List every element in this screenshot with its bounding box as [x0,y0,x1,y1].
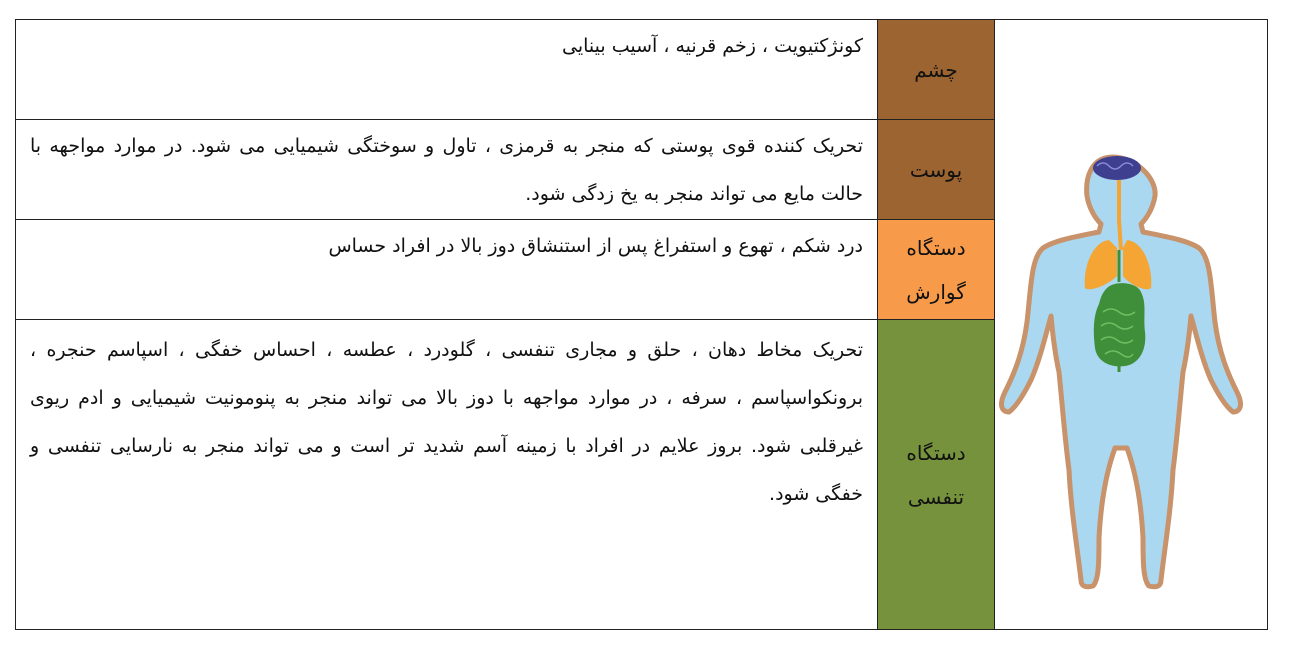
respiratory-description: تحریک مخاط دهان ، حلق و مجاری تنفسی ، گلودرد ، عطسه ، احساس خفگی ، اسپاسم حنجره ، برونکواسپاسم ، سرفه ، در موارد مواجهه با دوز بالا می تواند منجر به پنومونیت شیمیایی و ادم ریوی غیرقلبی شود. بروز علایم در افراد با زمینه آسم شدید تر است و می تواند منجر به نارسایی تنفسی و خفگی شود. [16,320,878,629]
human-body-figure [995,20,1267,629]
symptoms-table [15,19,1268,630]
trachea-shape [1119,180,1121,250]
human-body-organs-icon [995,20,1267,629]
skin-label: پوست [878,120,995,219]
eye-description: کونژکتیویت ، زخم قرنیه ، آسیب بینایی [16,20,878,119]
digestive-label: دستگاه گوارش [878,220,995,319]
digestive-description: درد شکم ، تهوع و استفراغ پس از استنشاق دوز بالا در افراد حساس [16,220,878,319]
respiratory-label: دستگاه تنفسی [878,320,995,629]
eye-label: چشم [878,20,995,119]
skin-description: تحریک کننده قوی پوستی که منجر به قرمزی ، تاول و سوختگی شیمیایی می شود. در موارد مواجهه با حالت مایع می تواند منجر به یخ زدگی شود. [16,120,878,219]
